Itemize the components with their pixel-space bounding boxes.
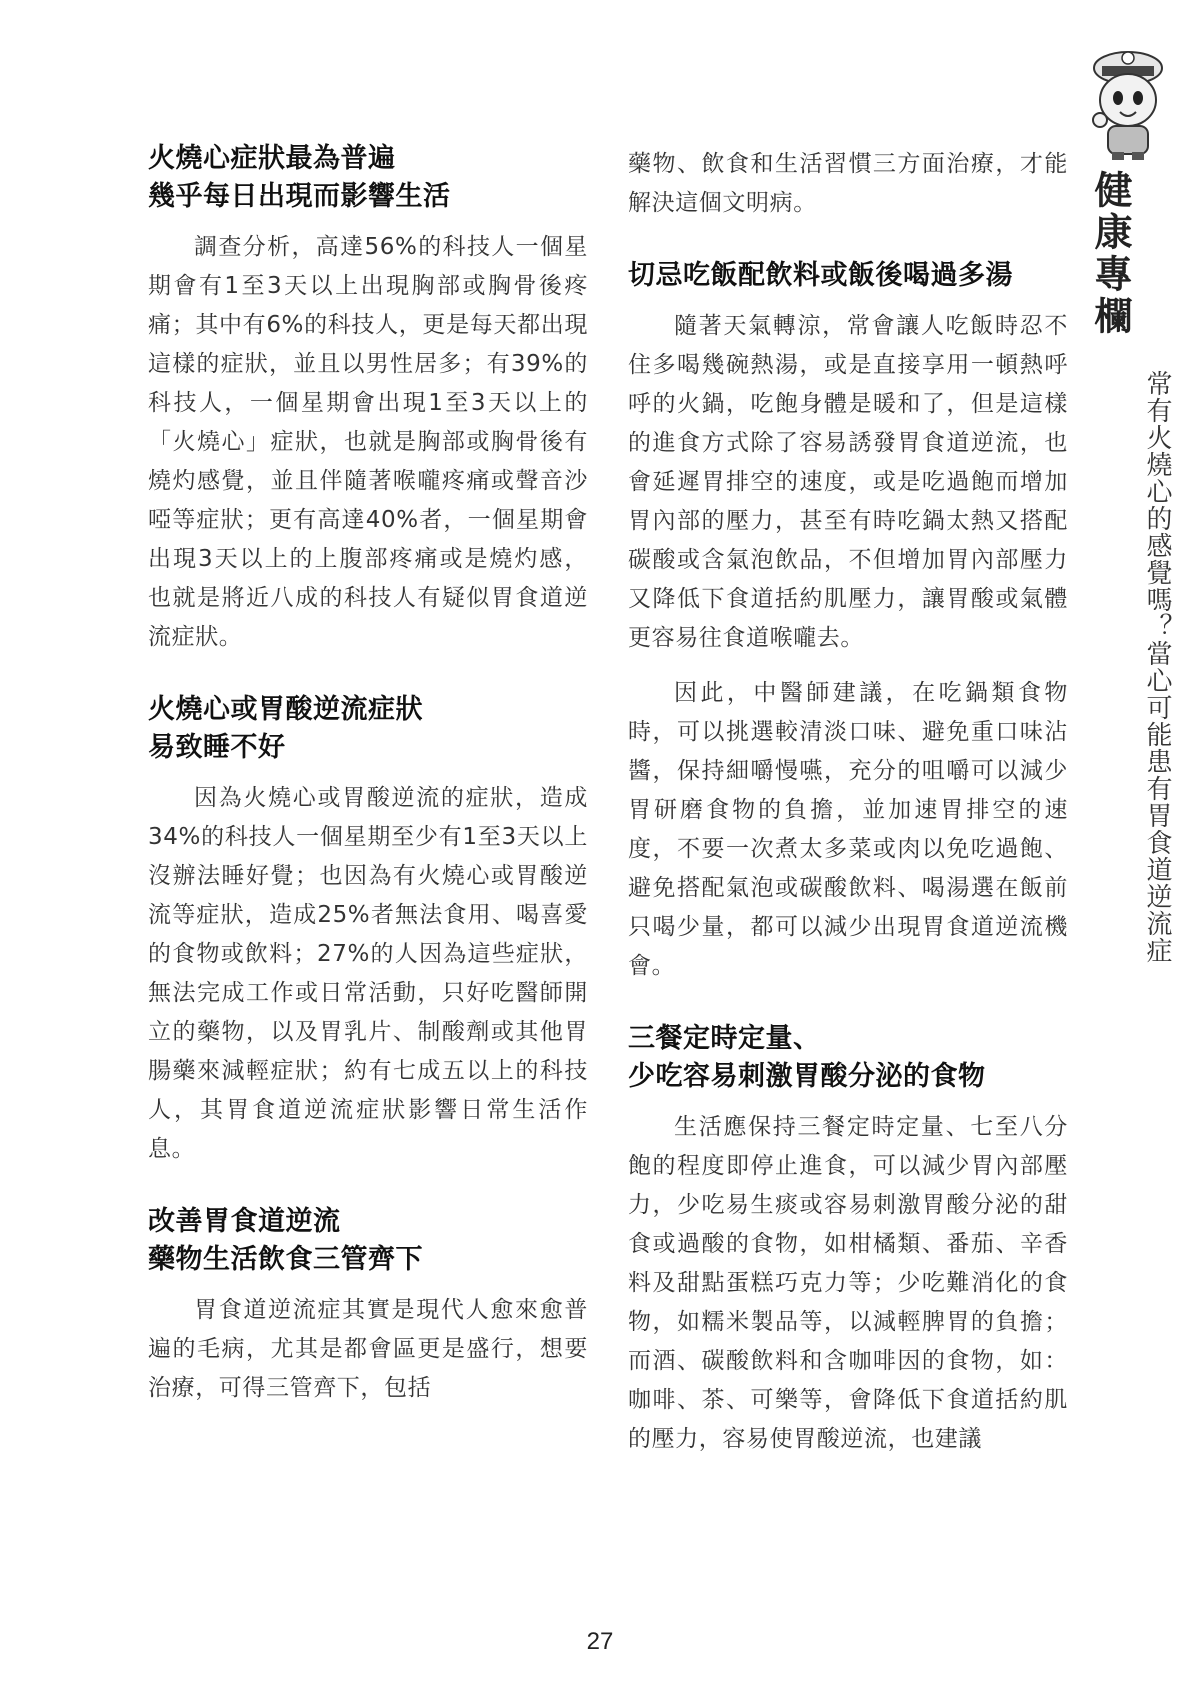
body-paragraph-continued: 藥物、飲食和生活習慣三方面治療，才能解決這個文明病。 [628, 151, 1068, 216]
body-paragraph: 生活應保持三餐定時定量、七至八分飽的程度即停止進食，可以減少胃內部壓力，少吃易生痰或容易刺激胃酸分泌的甜食或過酸的食物，如柑橘類、番茄、辛香料及甜點蛋糕巧克力等；少吃難消化的食物，如糯米製品等，以減輕脾胃的負擔；而酒、碳酸飲料和含咖啡因的食物，如：咖啡、茶、可樂等，會降低下食道括約肌的壓力，容易使胃酸逆流，也建議 [628, 1114, 1068, 1452]
side-panel [1072, 0, 1182, 1000]
body-paragraph: 因此，中醫師建議，在吃鍋類食物時，可以挑選較清淡口味、避免重口味沾醬，保持細嚼慢嚥，充分的咀嚼可以減少胃研磨食物的負擔，並加速胃排空的速度，不要一次煮太多菜或肉以免吃過飽、避免搭配氣泡或碳酸飲料、喝湯選在飯前只喝少量，都可以減少出現胃食道逆流機會。 [628, 680, 1068, 979]
heading-line: 改善胃食道逆流 [148, 1206, 341, 1237]
mascot-icon [1082, 42, 1174, 162]
body-paragraph: 調查分析，高達56%的科技人一個星期會有1至3天以上出現胸部或胸骨後疼痛；其中有6%的科技人，更是每天都出現這樣的症狀，並且以男性居多；有39%的科技人，一個星期會出現1至3天以上的「火燒心」症狀，也就是胸部或胸骨後有燒灼感覺，並且伴隨著喉嚨疼痛或聲音沙啞等症狀；更有高達40%者，一個星期會出現3天以上的上腹部疼痛或是燒灼感，也就是將近八成的科技人有疑似胃食道逆流症狀。 [148, 234, 588, 650]
heading-line: 火燒心或胃酸逆流症狀 [148, 694, 423, 725]
body-paragraph: 因為火燒心或胃酸逆流的症狀，造成34%的科技人一個星期至少有1至3天以上沒辦法睡好覺；也因為有火燒心或胃酸逆流等症狀，造成25%者無法食用、喝喜愛的食物或飲料；27%的人因為這些症狀，無法完成工作或日常活動，只好吃醫師開立的藥物，以及胃乳片、制酸劑或其他胃腸藥來減輕症狀；約有七成五以上的科技人，其胃食道逆流症狀影響日常生活作息。 [148, 785, 588, 1162]
heading-line: 易致睡不好 [148, 732, 286, 763]
side-title: 常有火燒心的感覺嗎？當心可能患有胃食道逆流症 [1142, 370, 1172, 964]
left-column [148, 140, 588, 1424]
heading-line: 藥物生活飲食三管齊下 [148, 1244, 423, 1275]
section-heading [148, 140, 588, 216]
body-paragraph: 隨著天氣轉涼，常會讓人吃飯時忍不住多喝幾碗熱湯，或是直接享用一頓熱呼呼的火鍋，吃飽身體是暖和了，但是這樣的進食方式除了容易誘發胃食道逆流，也會延遲胃排空的速度，或是吃過飽而增加胃內部的壓力，甚至有時吃鍋太熱又搭配碳酸或含氣泡飲品，不但增加胃內部壓力又降低下食道括約肌壓力，讓胃酸或氣體更容易往食道喉嚨去。 [628, 313, 1068, 651]
section-heading [148, 1203, 588, 1279]
heading-line: 火燒心症狀最為普遍 [148, 143, 396, 174]
heading-line: 少吃容易刺激胃酸分泌的食物 [628, 1061, 986, 1092]
heading-line: 切忌吃飯配飲料或飯後喝過多湯 [628, 260, 1013, 291]
section-heading [628, 257, 1068, 295]
heading-line: 三餐定時定量、 [628, 1023, 821, 1054]
page-number: 27 [586, 1628, 614, 1655]
section-heading [148, 691, 588, 767]
body-paragraph: 胃食道逆流症其實是現代人愈來愈普遍的毛病，尤其是都會區更是盛行，想要治療，可得三管齊下，包括 [148, 1297, 588, 1401]
column-label: 健康專欄 [1088, 170, 1133, 338]
section-heading [628, 1020, 1068, 1096]
heading-line: 幾乎每日出現而影響生活 [148, 181, 451, 212]
right-column [628, 145, 1068, 1475]
